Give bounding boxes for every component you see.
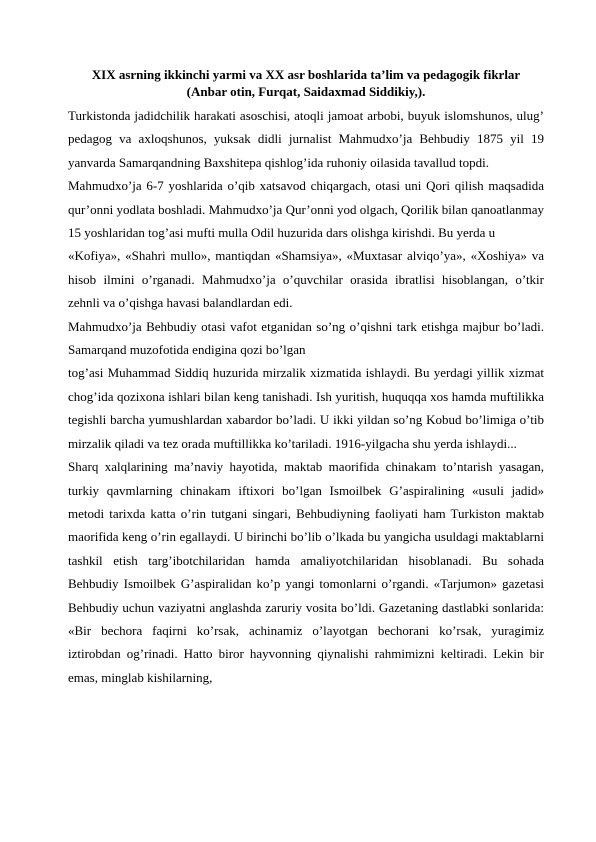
paragraph-4: Mahmudxo’ja Behbudiy otasi vafot etganidan so’ng o’qishni tark etishga majbur bo’ladi. Samarqand muzofotida endigina qozi bo’lgan <box>68 318 544 358</box>
paragraph-6: Sharq xalqlarining ma’naviy hayotida, maktab maorifida chinakam to’ntarish yasagan, turkiy qavmlarning chinakam iftixori bo’lgan Ismoilbek G’aspiralining «usuli jadid» metodi tarixda katta o’rin tutgani singari, Behbudiyning faoliyati ham Turkiston maktab maorifida keng o’rin egallaydi. U birinchi bo’lib o’lkada bu yangicha usuldagi maktablarni tashkil etish targ’ibotchilaridan hamda amaliyotchilaridan hisoblanadi. Bu sohada Behbudiy Ismoilbek G’aspiralidan ko’p yangi tomonlarni o’rgandi. «Tarjumon» gazetasi Behbudiy uchun vaziyatni anglashda zaruriy vosita bo’ldi. Gazetaning dastlabki sonlarida: «Bir bechora faqirni ko’rsak, achinamiz o’layotgan bechorani ko’rsak, yuragimiz iztirobdan og’rinadi. Hatto biror hayvonning qiynalishi rahmimizni keltiradi. Lekin bir emas, minglab kishilarning, <box>68 459 544 685</box>
document-title <box>68 66 544 100</box>
paragraph-1: Turkistonda jadidchilik harakati asoschisi, atoqli jamoat arbobi, buyuk islomshunos, ulug’ pedagog va axloqshunos, yuksak didli jurnalist Mahmudxo’ja Behbudiy 1875 yil 19 yanvarda Samarqandning Baxshitepa qishlog’ida ruhoniy oilasida tavallud topdi. <box>68 108 544 170</box>
document-page <box>68 66 544 689</box>
title-line-1: XIX asrning ikkinchi yarmi va XX asr boshlarida ta’lim va pedagogik fikrlar <box>91 67 521 82</box>
paragraph-5: tog’asi Muhammad Siddiq huzurida mirzalik xizmatida ishlaydi. Bu yerdagi yillik xizmat chog’ida qozixona ishlari bilan keng tanishadi. Ish yuritish, huquqqa xos hamda muftilikka tegishli barcha yumushlardan xabardor bo’ladi. U ikki yildan so’ng Kobud bo’limiga o’tib mirzalik qiladi va tez orada muftillikka ko’tariladi. 1916-yilgacha shu yerda ishlaydi... <box>68 365 544 451</box>
paragraph-3: «Kofiya», «Shahri mullo», mantiqdan «Shamsiya», «Muxtasar alviqo’ya», «Xoshiya» va hisob ilmini o’rganadi. Mahmudxo’ja o’quvchilar orasida ibratlisi hisoblangan, o’tkir zehnli va o’qishga havasi balandlardan edi. <box>68 248 544 311</box>
title-line-2: (Anbar otin, Furqat, Saidaxmad Siddikiy,). <box>186 84 426 99</box>
paragraph-2: Mahmudxo’ja 6-7 yoshlarida o’qib xatsavod chiqargach, otasi uni Qori qilish maqsadida qur’onni yodlata boshladi. Mahmudxo’ja Qur’onni yod olgach, Qorilik bilan qanoatlanmay 15 yoshlaridan tog’asi mufti mulla Odil huzurida dars olishga kirishdi. Bu yerda u <box>68 178 544 241</box>
